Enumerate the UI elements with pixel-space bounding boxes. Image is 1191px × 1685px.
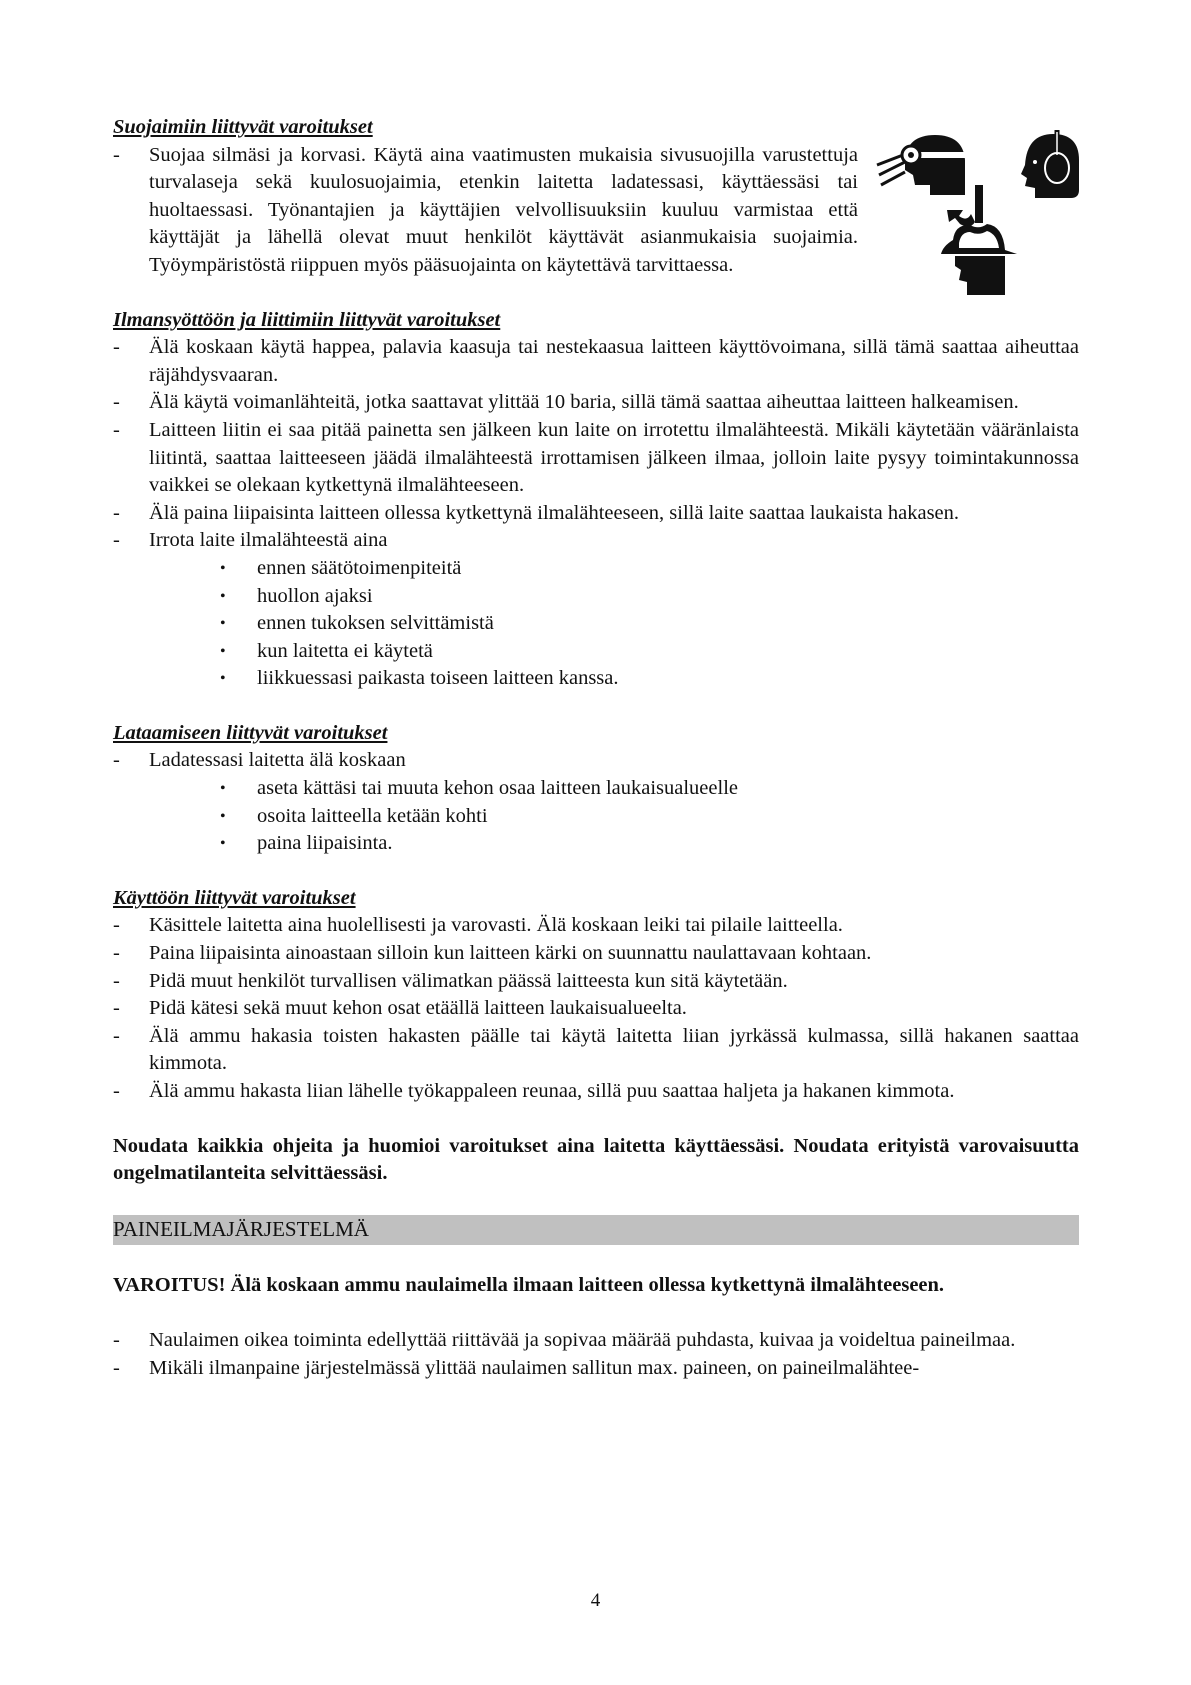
list-item-text: Irrota laite ilmalähteestä aina <box>149 529 388 552</box>
dash-marker: - <box>113 1024 120 1047</box>
list-item <box>113 1327 1079 1355</box>
list-item-text: Käsittele laitetta aina huolellisesti ja varovasti. Älä koskaan leiki tai pilaile laitteella. <box>149 914 843 937</box>
dash-marker: - <box>113 942 120 965</box>
dash-marker: - <box>113 418 120 441</box>
dash-marker: - <box>113 1328 120 1351</box>
dash-marker: - <box>113 336 120 359</box>
notice-paragraph: Noudata kaikkia ohjeita ja huomioi varoitukset aina laitetta käyttäessäsi. Noudata erityistä varovaisuutta ongelmatilanteita selvittäessäsi. <box>113 1134 1079 1185</box>
bullet-text: aseta kättäsi tai muuta kehon osaa laitteen laukaisualueelle <box>257 777 738 800</box>
list-item <box>113 1023 1079 1078</box>
dash-marker: - <box>113 143 120 166</box>
section-protective-equipment <box>113 114 858 280</box>
section-usage <box>113 885 1079 1106</box>
bullet-marker: • <box>220 642 226 660</box>
bullet-text: ennen tukoksen selvittämistä <box>257 612 494 635</box>
list-item <box>113 334 1079 389</box>
list-item-text: Laitteen liitin ei saa pitää painetta sen jälkeen kun laite on irrotettu ilmalähteestä. Mikäli käytetään vääränlaista liitintä, saattaa laitteeseen jäädä ilmalähteestä irrottamisen jälkeen ilmaa, jolloin laite pysyy toimintakunnossa vaikkei se olekaan kytkettynä ilmalähteeseen. <box>149 418 1079 497</box>
dash-marker: - <box>113 997 120 1020</box>
dash-marker: - <box>113 914 120 937</box>
list-item-text: Ladatessasi laitetta älä koskaan <box>149 749 406 772</box>
bullet-item <box>113 555 1079 583</box>
bullet-text: kun laitetta ei käytetä <box>257 639 433 662</box>
list-item <box>113 912 1079 940</box>
list-item-text: Älä ammu hakasia toisten hakasten päälle tai käytä laitetta liian jyrkässä kulmassa, sillä hakanen saattaa kimmota. <box>149 1024 1079 1075</box>
list-item <box>113 1078 1079 1106</box>
list-item <box>113 417 1079 500</box>
list-item-text: Älä käytä voimanlähteitä, jotka saattavat ylittää 10 baria, sillä tämä saattaa aiheuttaa laitteen halkeamisen. <box>149 391 1019 414</box>
bullet-item <box>113 830 1079 858</box>
bullet-marker: • <box>220 559 226 577</box>
list-item <box>113 500 1079 528</box>
section-compressed-air <box>113 1327 1079 1382</box>
list-item <box>113 995 1079 1023</box>
bullet-marker: • <box>220 780 226 798</box>
document-body <box>113 114 1079 1382</box>
list-item <box>113 527 1079 555</box>
bullet-marker: • <box>220 807 226 825</box>
page-number: 4 <box>590 1590 601 1611</box>
bullet-item <box>113 775 1079 803</box>
list-item-text: Älä ammu hakasta liian lähelle työkappaleen reunaa, sillä puu saattaa haljeta ja hakanen kimmota. <box>149 1080 955 1102</box>
bullet-item <box>113 665 1079 693</box>
list-item-text: Pidä muut henkilöt turvallisen välimatkan päässä laitteesta kun sitä käytetään. <box>149 969 788 992</box>
list-item <box>113 389 1079 417</box>
bullet-text: liikkuessasi paikasta toiseen laitteen kanssa. <box>257 667 619 690</box>
section-heading: Käyttöön liittyvät varoitukset <box>113 886 356 909</box>
bullet-text: ennen säätötoimenpiteitä <box>257 556 462 579</box>
bullet-text: huollon ajaksi <box>257 584 373 607</box>
list-item <box>113 1355 1079 1383</box>
list-item-text: Suojaa silmäsi ja korvasi. Käytä aina vaatimusten mukaisia sivusuojilla varustettuja turvalaseja sekä kuulosuojaimia, etenkin laitetta ladatessasi, käyttäessäsi tai huoltaessasi. Työnantajien ja käyttäjien velvollisuuksiin kuuluu varmistaa että käyttäjät ja lähellä olevat muut henkilöt käyttävät asianmukaisia suojaimia. Työympäristöstä riippuen myös pääsuojainta on käytettävä tarvittaessa. <box>149 143 858 276</box>
section-band-heading: PAINEILMAJÄRJESTELMÄ <box>113 1215 1079 1246</box>
bullet-marker: • <box>220 670 226 688</box>
bullet-item <box>113 610 1079 638</box>
warning-paragraph: VAROITUS! Älä koskaan ammu naulaimella ilmaan laitteen ollessa kytkettynä ilmalähteeseen. <box>113 1274 945 1297</box>
section-loading <box>113 720 1079 858</box>
list-item-text: Pidä kätesi sekä muut kehon osat etäällä laitteen laukaisualueelta. <box>149 997 687 1020</box>
bullet-marker: • <box>220 587 226 605</box>
bullet-item <box>113 638 1079 666</box>
dash-marker: - <box>113 1356 120 1379</box>
bullet-marker: • <box>220 835 226 853</box>
section-heading: Suojaimiin liittyvät varoitukset <box>113 116 373 138</box>
list-item <box>113 142 858 280</box>
bullet-marker: • <box>220 615 226 633</box>
section-air-supply <box>113 307 1079 693</box>
list-item-text: Mikäli ilmanpaine järjestelmässä ylittää naulaimen sallitun max. paineen, on paineilmalähtee- <box>149 1356 920 1379</box>
list-item <box>113 747 1079 775</box>
list-item-text: Paina liipaisinta ainoastaan silloin kun laitteen kärki on suunnattu naulattavaan kohtaan. <box>149 942 872 965</box>
bullet-text: osoita laitteella ketään kohti <box>257 804 488 827</box>
dash-marker: - <box>113 391 120 414</box>
bullet-item <box>113 583 1079 611</box>
bullet-text: paina liipaisinta. <box>257 832 393 855</box>
dash-marker: - <box>113 749 120 772</box>
dash-marker: - <box>113 529 120 552</box>
list-item <box>113 940 1079 968</box>
dash-marker: - <box>113 969 120 992</box>
section-heading: Lataamiseen liittyvät varoitukset <box>113 721 388 744</box>
section-heading: Ilmansyöttöön ja liittimiin liittyvät varoitukset <box>113 308 501 331</box>
dash-marker: - <box>113 1080 120 1102</box>
list-item-text: Naulaimen oikea toiminta edellyttää riittävää ja sopivaa määrää puhdasta, kuivaa ja voideltua paineilmaa. <box>149 1328 1016 1351</box>
list-item-text: Älä paina liipaisinta laitteen ollessa kytkettynä ilmalähteeseen, sillä laite saattaa laukaista hakasen. <box>149 501 960 524</box>
list-item <box>113 968 1079 996</box>
dash-marker: - <box>113 501 120 524</box>
bullet-item <box>113 803 1079 831</box>
list-item-text: Älä koskaan käytä happea, palavia kaasuja tai nestekaasua laitteen käyttövoimana, sillä tämä saattaa aiheuttaa räjähdysvaaran. <box>149 336 1079 386</box>
